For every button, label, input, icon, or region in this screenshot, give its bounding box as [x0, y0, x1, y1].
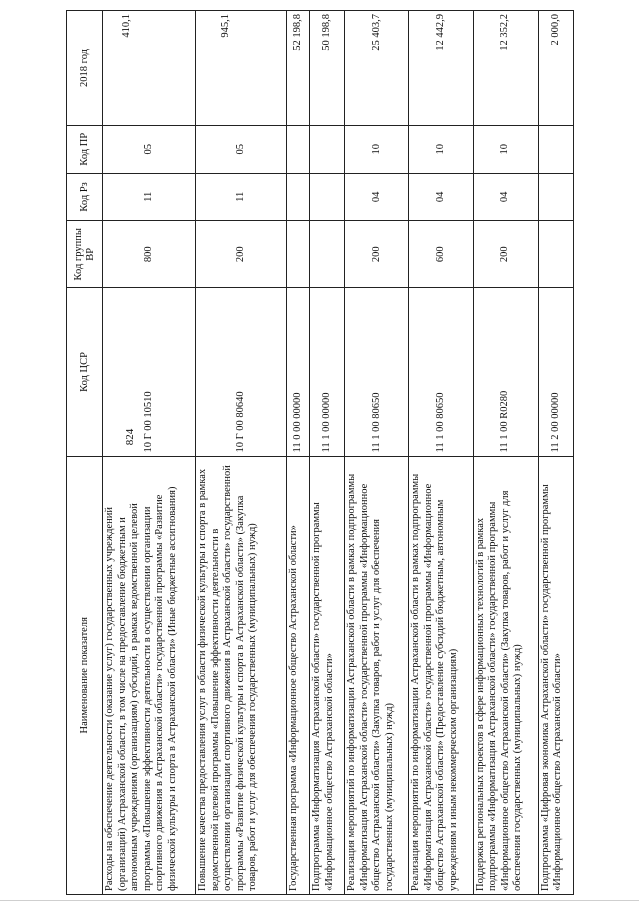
row-name: Повышение качества предоставления услуг в области физической культуры и спорта в рамках ведомственной целевой программы «Повышение эффективности деятельности в осуществлении организации спортивного движения в Астраханской области» государственной программы «Развитие физической культуры и спорта в Астраханской области» (Закупка товаров, работ и услуг для обеспечения государственных (муниципальных) нужд) [196, 456, 287, 894]
row-pr: 05 [196, 125, 287, 173]
row-pr [310, 125, 345, 173]
row-amount: 25 403,7 [345, 11, 409, 126]
row-name: Расходы на обеспечение деятельности (оказание услуг) государственных учреждений (организаций) Астраханской области, в том числе на предоставление бюджетным и автономным учреждениям (организациям) субсидий, в рамках ведомственной целевой программы «Повышение эффективности деятельности в осуществлении организации спортивного движения в Астраханской области» государственной программы «Развитие физической культуры и спорта в Астраханской области» (Иные бюджетные ассигнования) [103, 456, 196, 894]
table-row [345, 11, 409, 895]
row-pr: 10 [409, 125, 473, 173]
row-csr: 11 0 00 00000 [287, 288, 310, 456]
table-row [196, 11, 287, 895]
page-bottom-divider [0, 900, 639, 901]
row-rz [538, 173, 573, 221]
row-rz: 04 [345, 173, 409, 221]
header-pr: Код ПР [67, 125, 103, 173]
row-amount: 945,1 [196, 11, 287, 126]
row-name: Реализация мероприятий по информатизации Астраханской области в рамках подпрограммы «Информатизация Астраханской области» государственной программы «Информационное общество Астраханской области» (Закупка товаров, работ и услуг для обеспечения государственных (муниципальных) нужд) [345, 456, 409, 894]
row-amount: 12 352,2 [473, 11, 538, 126]
page-number: 824 [124, 428, 136, 446]
row-amount: 410,1 [103, 11, 196, 126]
row-vr: 200 [345, 221, 409, 288]
row-name: Поддержка региональных проектов в сфере информационных технологий в рамках подпрограммы «Информатизация Астраханской области» государственной программы «Информационное общество Астраханской области» (Закупка товаров, работ и услуг для обеспечения государственных (муниципальных) нужд) [473, 456, 538, 894]
header-rz: Код Рз [67, 173, 103, 221]
header-csr: Код ЦСР [67, 288, 103, 456]
row-amount: 2 000,0 [538, 11, 573, 126]
row-pr: 10 [345, 125, 409, 173]
row-name: Подпрограмма «Информатизация Астраханской области» государственной программы «Информационное общество Астраханской области» [310, 456, 345, 894]
row-pr: 05 [103, 125, 196, 173]
table-header-row [67, 11, 103, 895]
row-pr [538, 125, 573, 173]
table-row [409, 11, 473, 895]
row-csr: 11 2 00 00000 [538, 288, 573, 456]
row-rz [287, 173, 310, 221]
row-rz: 11 [196, 173, 287, 221]
row-rz: 04 [409, 173, 473, 221]
row-vr: 200 [473, 221, 538, 288]
table-row [310, 11, 345, 895]
row-csr: 11 1 00 00000 [310, 288, 345, 456]
row-amount: 50 198,8 [310, 11, 345, 126]
row-name: Подпрограмма «Цифровая экономика Астраханской области» государственной программы «Информационное общество Астраханской области» [538, 456, 573, 894]
table-row [287, 11, 310, 895]
row-vr [287, 221, 310, 288]
row-vr: 200 [196, 221, 287, 288]
row-rz: 11 [103, 173, 196, 221]
header-year: 2018 год [67, 11, 103, 126]
row-csr: 11 1 00 80650 [409, 288, 473, 456]
budget-table-rotated [66, 10, 574, 895]
budget-table [66, 10, 574, 895]
row-name: Реализация мероприятий по информатизации Астраханской области в рамках подпрограммы «Информатизация Астраханской области» государственной программы «Информационное общество Астраханской области» (Предоставление субсидий бюджетным, автономным учреждениям и иным некоммерческим организациям) [409, 456, 473, 894]
header-name: Наименование показателя [67, 456, 103, 894]
row-pr: 10 [473, 125, 538, 173]
row-vr: 600 [409, 221, 473, 288]
row-vr [538, 221, 573, 288]
table-row [538, 11, 573, 895]
row-amount: 12 442,9 [409, 11, 473, 126]
row-pr [287, 125, 310, 173]
row-csr: 11 1 00 80650 [345, 288, 409, 456]
row-csr: 10 Г 00 80640 [196, 288, 287, 456]
row-amount: 52 198,8 [287, 11, 310, 126]
row-csr: 10 Г 00 10510 [103, 288, 196, 456]
table-row [103, 11, 196, 895]
row-csr: 11 1 00 R0280 [473, 288, 538, 456]
row-rz: 04 [473, 173, 538, 221]
row-vr [310, 221, 345, 288]
table-row [473, 11, 538, 895]
row-rz [310, 173, 345, 221]
header-vr: Код группы ВР [67, 221, 103, 288]
row-name: Государственная программа «Информационное общество Астраханской области» [287, 456, 310, 894]
row-vr: 800 [103, 221, 196, 288]
